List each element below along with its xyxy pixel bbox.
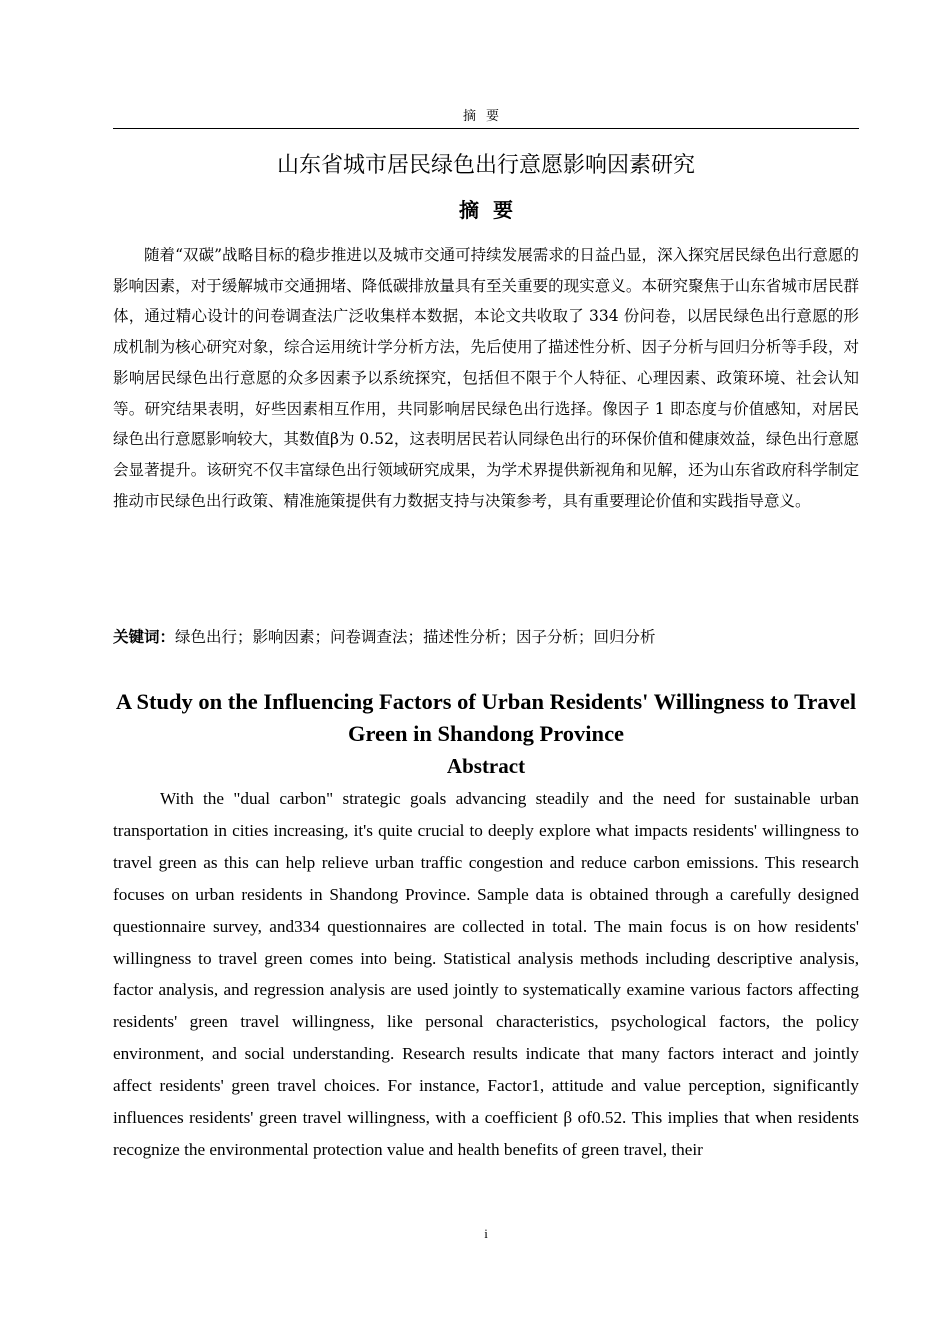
page-number: i bbox=[484, 1226, 488, 1241]
chinese-title: 山东省城市居民绿色出行意愿影响因素研究 bbox=[276, 153, 695, 178]
running-header: 摘要 bbox=[462, 109, 509, 124]
english-abstract-heading: Abstract bbox=[446, 754, 526, 778]
chinese-abstract-body: 随着“双碳”战略目标的稳步推进以及城市交通可持续发展需求的日益凸显，深入探究居民绿色出行意愿的影响因素，对于缓解城市交通拥堵、降低碳排放量具有至关重要的现实意义。本研究聚焦于山东省城市居民群体，通过精心设计的问卷调查法广泛收集样本数据，本论文共收取了 334 份问卷，以居民绿色出行意愿的形成机制为核心研究对象，综合运用统计学分析方法，先后使用了描述性分析、因子分析与回归分析等手段，对影响居民绿色出行意愿的众多因素予以系统探究，包括但不限于个人特征、心理因素、政策环境、社会认知等。研究结果表明，好些因素相互作用，共同影响居民绿色出行选择。像因子 1 即态度与价值感知，对居民绿色出行意愿影响较大，其数值β为 0.52，这表明居民若认同绿色出行的环保价值和健康效益，绿色出行意愿会显著提升。该研究不仅丰富绿色出行领域研究成果，为学术界提供新视角和见解，还为山东省政府科学制定推动市民绿色出行政策、精准施策提供有力数据支持与决策参考，具有重要理论价值和实践指导意义。 bbox=[113, 246, 859, 510]
keywords-label: 关键词： bbox=[113, 628, 176, 646]
header-rule bbox=[113, 128, 859, 129]
chinese-keywords bbox=[113, 622, 859, 652]
english-title: A Study on the Influencing Factors of Urban Residents' Willingness to Travel Green in Shandong Province bbox=[115, 689, 857, 746]
english-abstract-body: With the "dual carbon" strategic goals advancing steadily and the need for sustainable urban transportation in cities increasing, it's quite crucial to deeply explore what impacts residents' willingness to travel green as this can help relieve urban traffic congestion and reduce carbon emissions. This research focuses on urban residents in Shandong Province. Sample data is obtained through a carefully designed questionnaire survey, and334 questionnaires are collected in total. The main focus is on how residents' willingness to travel green comes into being. Statistical analysis methods including descriptive analysis, factor analysis, and regression analysis are used jointly to systematically examine various factors affecting residents' green travel willingness, like personal characteristics, psychological factors, the policy environment, and social understanding. Research results indicate that many factors interact and jointly affect residents' green travel choices. For instance, Factor1, attitude and value perception, significantly influences residents' green travel willingness, with a coefficient β of0.52. This implies that when residents recognize the environmental protection value and health benefits of green travel, their bbox=[113, 789, 859, 1159]
chinese-abstract-heading: 摘要 bbox=[459, 198, 527, 222]
keywords-list: 绿色出行；影响因素；问卷调查法；描述性分析；因子分析；回归分析 bbox=[175, 628, 656, 646]
